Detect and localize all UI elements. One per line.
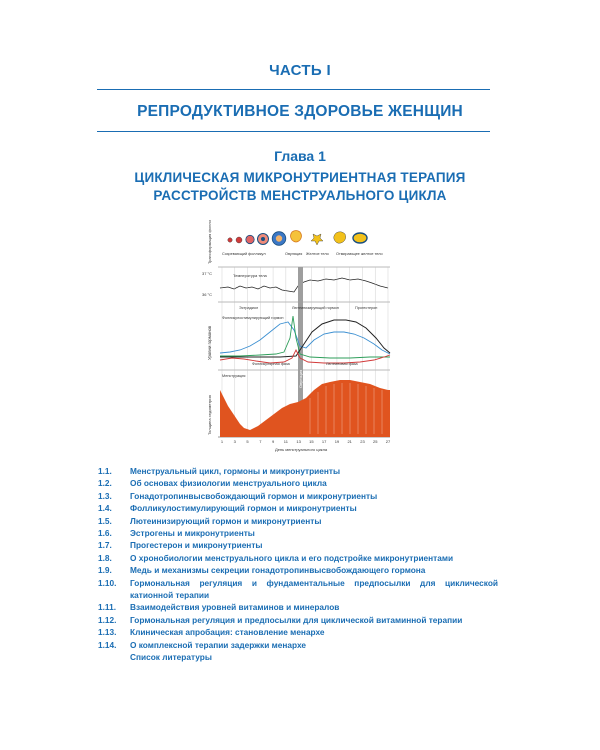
toc-item-number: 1.1.: [98, 466, 112, 476]
toc-item[interactable]: [98, 639, 498, 651]
cycle-diagram: [200, 220, 410, 455]
day-axis-label: День менструального цикла: [275, 447, 328, 452]
corpus-luteum-icon-2: [334, 232, 346, 244]
day-tick-labels: [221, 439, 391, 444]
day-tick: 15: [309, 439, 314, 444]
chapter-title-line2: РАССТРОЙСТВ МЕНСТРУАЛЬНОГО ЦИКЛА: [153, 188, 447, 203]
toc-item-title: Прогестерон и микронутриенты: [130, 540, 263, 551]
toc-item-title: Гормональная регуляция и фундаментальные предпосылки для циклической катионной терапии: [130, 577, 498, 601]
fsh-label: Фолликулостимулирующий гормон: [222, 316, 284, 320]
stage-label-maturing: Созревающий фолликул: [222, 252, 266, 256]
toc-item-title: Эстрогены и микронутриенты: [130, 528, 255, 539]
temp-label: Температура тела: [233, 273, 267, 278]
table-of-contents: [98, 465, 498, 664]
day-tick: 3: [233, 439, 236, 444]
temp-tick-36: 36 °С: [202, 292, 213, 297]
section-title: РЕПРОДУКТИВНОЕ ЗДОРОВЬЕ ЖЕНЩИН: [137, 103, 463, 120]
toc-item-title: Клиническая апробация: становление менархе: [130, 627, 325, 638]
lh-curve: [220, 316, 390, 358]
toc-item[interactable]: [98, 577, 498, 602]
toc-item-title: Медь и механизмы секреции гонадотропинвысвобождающего гормона: [130, 565, 426, 576]
luteal-phase-label: Лютеиновая фаза: [326, 362, 358, 366]
follicle-stage-icons: [228, 231, 367, 246]
divider-bottom: [97, 131, 490, 132]
toc-item[interactable]: [98, 601, 498, 613]
toc-item[interactable]: [98, 465, 498, 477]
stage-label-ovulation: Овуляция: [285, 252, 303, 256]
toc-item-number: 1.2.: [98, 478, 112, 489]
toc-item-number: 1.5.: [98, 515, 112, 526]
toc-item[interactable]: [98, 539, 498, 551]
toc-item-number: 1.13.: [98, 627, 117, 638]
hormone-axis-label: Уровни гормонов: [207, 325, 212, 360]
day-tick: 7: [259, 439, 262, 444]
degenerating-corpus-icon: [353, 233, 367, 243]
toc-item[interactable]: [98, 564, 498, 576]
corpus-luteum-icon: [311, 234, 323, 245]
day-tick: 9: [271, 439, 275, 444]
follicle-icon-3: [246, 235, 254, 243]
toc-item-number: 1.10.: [98, 577, 117, 588]
toc-item-number: 1.9.: [98, 565, 112, 576]
references-link[interactable]: Список литературы: [130, 652, 212, 663]
toc-item-title: Об основах физиологии менструального цикла: [130, 478, 327, 489]
day-tick: 5: [246, 439, 249, 444]
estradiol-label: Эстрадиол: [239, 306, 259, 310]
toc-item-title: Менструальный цикл, гормоны и микронутриенты: [130, 466, 341, 476]
follicle-icon-4-core: [261, 237, 265, 241]
day-tick: 11: [283, 439, 288, 444]
toc-item[interactable]: [98, 490, 498, 502]
divider-top: [97, 89, 490, 90]
day-tick: 1: [220, 439, 224, 444]
progesterone-label: Прогестерон: [355, 306, 378, 310]
follicle-icon-2: [236, 237, 242, 243]
stage-label-corpus: Желтое тело: [306, 252, 329, 256]
toc-item-title: Гормональная регуляция и предпосылки для циклической витаминной терапии: [130, 614, 463, 625]
toc-item-title: Гонадотропинвысвобождающий гормон и микронутриенты: [130, 490, 378, 501]
toc-item-number: 1.8.: [98, 552, 112, 563]
toc-item[interactable]: [98, 614, 498, 626]
toc-item[interactable]: [98, 527, 498, 539]
follicle-axis-label: Трансформация фолликула: [207, 220, 212, 264]
day-tick: 25: [373, 439, 378, 444]
day-tick: 27: [385, 439, 391, 444]
toc-list: [98, 465, 498, 651]
toc-item-title: О хронобиологии менструального цикла и его подстройке микронутриентами: [130, 552, 454, 563]
toc-item[interactable]: [98, 515, 498, 527]
toc-item[interactable]: [98, 502, 498, 514]
temperature-curve: [220, 278, 388, 292]
toc-item-title: Фолликулостимулирующий гормон и микронутриенты: [130, 503, 357, 514]
menstrual-cycle-figure: [200, 220, 410, 455]
toc-item-title: Взаимодействия уровней витаминов и минералов: [130, 602, 340, 613]
chapter-label: Глава 1: [274, 148, 326, 164]
day-tick: 13: [296, 439, 301, 444]
toc-item-title: О комплексной терапии задержки менархе: [130, 639, 306, 650]
follicle-icon-1: [228, 238, 232, 242]
toc-item[interactable]: [98, 626, 498, 638]
toc-item-number: 1.7.: [98, 540, 112, 551]
stage-label-degenerating: Отмирающее желтое тело: [336, 252, 383, 256]
part-title: ЧАСТЬ I: [269, 62, 331, 79]
endometrium-axis-label: Толщина эндометрия: [207, 395, 212, 435]
temp-tick-37: 37 °С: [202, 271, 213, 276]
day-tick: 23: [360, 439, 365, 444]
follicular-phase-label: Фолликулярная фаза: [252, 362, 290, 366]
toc-item-number: 1.3.: [98, 490, 112, 501]
menstruation-label: Менструация: [222, 374, 246, 378]
lh-label: Лютеинизирующий гормон: [292, 306, 339, 310]
day-tick: 21: [347, 439, 352, 444]
ovulation-band-label: Овуляция: [298, 369, 303, 388]
ovulation-icon: [291, 231, 302, 243]
toc-item[interactable]: [98, 552, 498, 564]
day-tick: 19: [334, 439, 340, 444]
toc-item-number: 1.12.: [98, 614, 117, 625]
toc-item-title: Лютеинизирующий гормон и микронутриенты: [130, 515, 322, 526]
follicle-icon-5-core: [276, 235, 282, 241]
toc-item[interactable]: [98, 477, 498, 489]
chapter-title-line1: ЦИКЛИЧЕСКАЯ МИКРОНУТРИЕНТНАЯ ТЕРАПИЯ: [134, 170, 466, 185]
toc-item-number: 1.6.: [98, 528, 112, 539]
toc-item-number: 1.14.: [98, 639, 117, 650]
toc-item-number: 1.11.: [98, 602, 116, 613]
endometrium-thickness: [220, 380, 390, 437]
day-tick: 17: [321, 439, 327, 444]
toc-item-number: 1.4.: [98, 503, 112, 514]
